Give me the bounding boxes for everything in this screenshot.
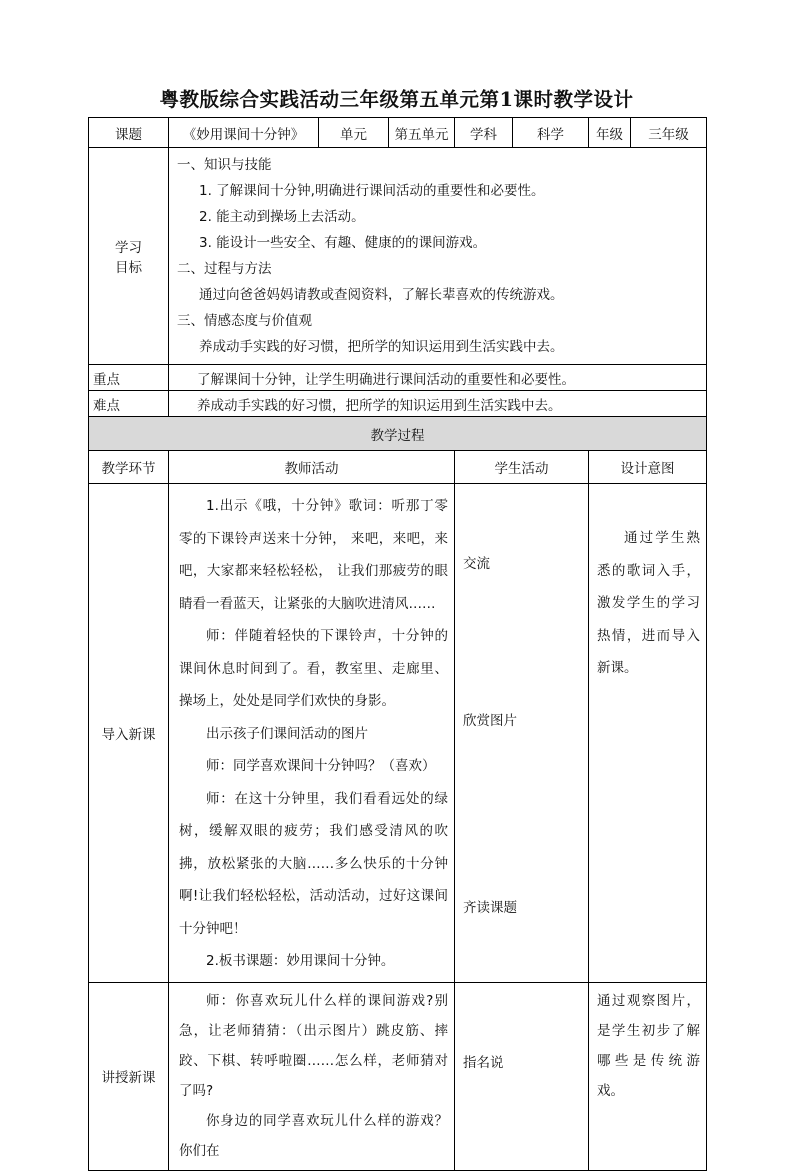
design-intent-text: 通过观察图片，是学生初步了解哪些是传统游戏。 <box>597 992 700 1099</box>
key-point-row <box>89 365 707 391</box>
grade-label: 年级 <box>589 118 631 148</box>
difficult-point-label: 难点 <box>89 391 169 417</box>
col-teacher: 教师活动 <box>169 451 455 484</box>
student-activity-item: 欣赏图片 <box>463 713 517 729</box>
objective-item: 养成动手实践的好习惯，把所学的知识运用到生活实践中去。 <box>199 339 564 355</box>
key-point-text: 了解课间十分钟，让学生明确进行课间活动的重要性和必要性。 <box>169 365 707 391</box>
teacher-paragraph: 师：在这十分钟里，我们看看远处的绿树，缓解双眼的疲劳；我们感受清风的吹拂，放松紧张的大脑……多么快乐的十分钟啊!让我们轻松轻松，活动活动，过好这课间十分钟吧！ <box>179 790 448 937</box>
teacher-paragraph: 你身边的同学喜欢玩儿什么样的游戏？你们在 <box>179 1112 448 1159</box>
intro-stage: 导入新课 <box>89 484 169 983</box>
teach-teacher-activity <box>169 982 455 1170</box>
objective-item: 1. 了解课间十分钟,明确进行课间活动的重要性和必要性。 <box>199 183 545 199</box>
teacher-paragraph: 出示孩子们课间活动的图片 <box>206 725 368 742</box>
teach-stage: 讲授新课 <box>89 982 169 1170</box>
subject-label: 学科 <box>455 118 513 148</box>
topic-value: 《妙用课间十分钟》 <box>169 118 319 148</box>
objective-item: 3. 能设计一些安全、有趣、健康的的课间游戏。 <box>199 235 487 251</box>
teacher-paragraph: 师：同学喜欢课间十分钟吗？（喜欢） <box>206 758 436 774</box>
process-header: 教学过程 <box>89 417 707 451</box>
topic-label: 课题 <box>89 118 169 148</box>
unit-label: 单元 <box>319 118 389 148</box>
objectives-label <box>89 148 169 365</box>
teach-design-intent <box>589 982 707 1170</box>
objectives-label-line1: 学习 <box>115 240 142 256</box>
subject-value: 科学 <box>513 118 589 148</box>
intro-student-activity <box>455 484 589 983</box>
key-point-label: 重点 <box>89 365 169 391</box>
objective-heading: 一、知识与技能 <box>177 157 272 173</box>
intro-teacher-activity <box>169 484 455 983</box>
unit-value: 第五单元 <box>389 118 455 148</box>
lesson-plan-table <box>88 117 707 1171</box>
teacher-paragraph: 1.出示《哦，十分钟》歌词：听那丁零零的下课铃声送来十分钟， 来吧，来吧，来吧，大家都来轻松轻松， 让我们那疲劳的眼睛看一看蓝天，让紧张的大脑吹进清风…… <box>179 498 448 612</box>
teacher-paragraph: 师：你喜欢玩儿什么样的课间游戏?别急，让老师猜猜：（出示图片）跳皮筋、摔跤、下棋、转呼啦圈……怎么样，老师猜对了吗? <box>179 992 448 1099</box>
objectives-row <box>89 148 707 365</box>
objectives-label-line2: 目标 <box>115 260 142 276</box>
student-activity-item: 交流 <box>463 556 490 572</box>
objective-heading: 二、过程与方法 <box>177 261 272 277</box>
difficult-point-row <box>89 391 707 417</box>
col-stage: 教学环节 <box>89 451 169 484</box>
process-column-headers <box>89 451 707 484</box>
objective-heading: 三、情感态度与价值观 <box>177 313 312 329</box>
student-activity-item: 指名说 <box>463 1054 504 1071</box>
col-intent: 设计意图 <box>589 451 707 484</box>
objectives-content <box>169 148 707 365</box>
page-title: 粤教版综合实践活动三年级第五单元第1课时教学设计 <box>159 88 634 111</box>
objective-item: 通过向爸爸妈妈请教或查阅资料，了解长辈喜欢的传统游戏。 <box>199 287 564 303</box>
difficult-point-text: 养成动手实践的好习惯，把所学的知识运用到生活实践中去。 <box>169 391 707 417</box>
objective-item: 2. 能主动到操场上去活动。 <box>199 209 365 225</box>
teach-student-activity <box>455 982 589 1170</box>
student-activity-item: 齐读课题 <box>463 900 517 916</box>
process-header-row <box>89 417 707 451</box>
intro-design-intent <box>589 484 707 983</box>
teach-row <box>89 982 707 1170</box>
intro-row <box>89 484 707 983</box>
col-student: 学生活动 <box>455 451 589 484</box>
teacher-paragraph: 师：伴随着轻快的下课铃声，十分钟的课间休息时间到了。看，教室里、走廊里、操场上，处处是同学们欢快的身影。 <box>179 628 448 709</box>
design-intent-text: 通过学生熟悉的歌词入手，激发学生的学习热情，进而导入新课。 <box>597 530 700 676</box>
info-row <box>89 118 707 148</box>
teacher-paragraph: 2.板书课题：妙用课间十分钟。 <box>206 953 395 969</box>
grade-value: 三年级 <box>631 118 707 148</box>
